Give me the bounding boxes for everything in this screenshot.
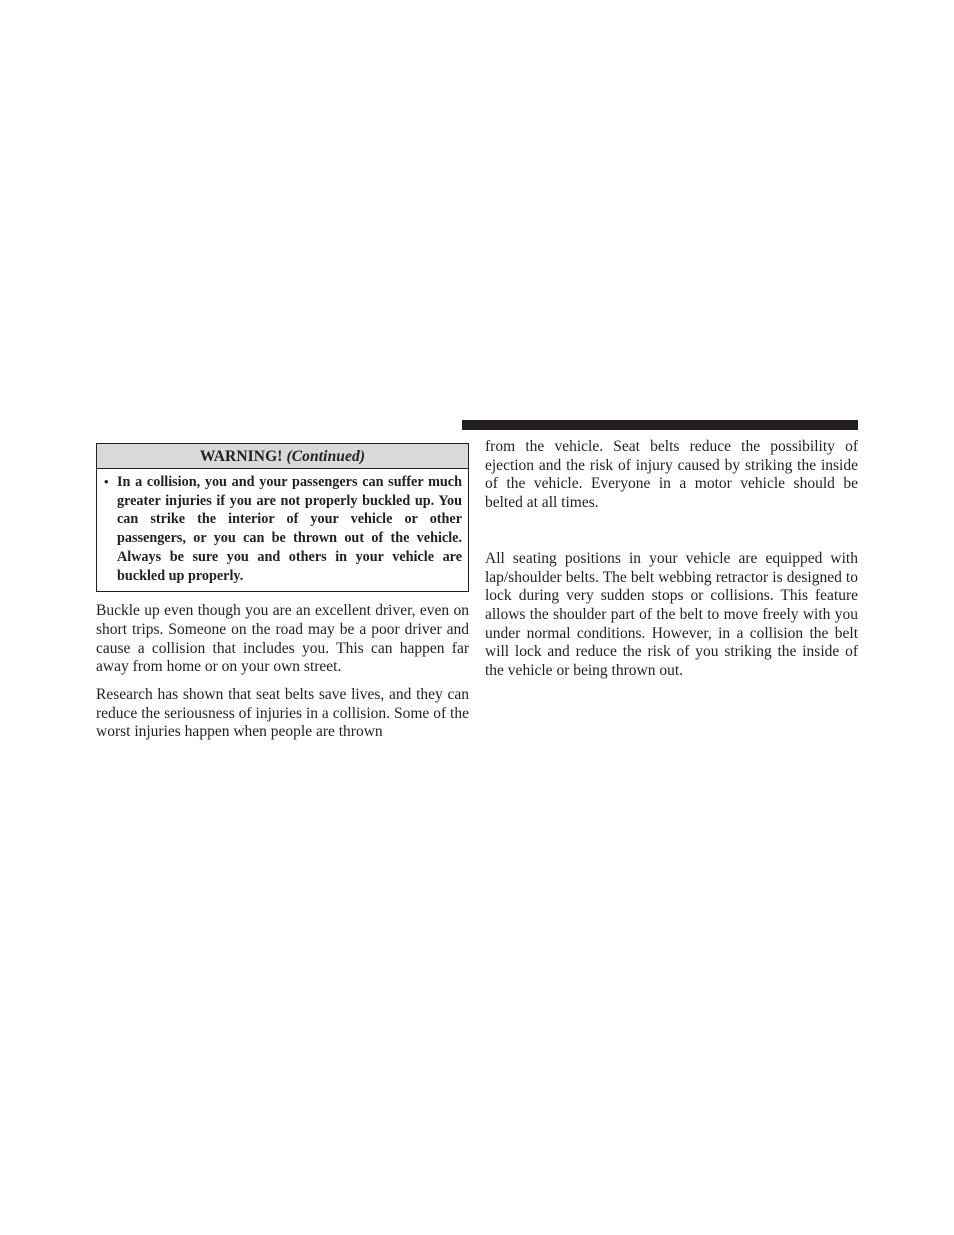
body-paragraph: Buckle up even though you are an excellent driver, even on short trips. Someone on the road may be a poor driver and cause a collision that includes you. This can happen far away from home or on your own street. (96, 602, 469, 676)
left-column (96, 443, 469, 742)
right-column (485, 438, 858, 681)
body-paragraph: Research has shown that seat belts save lives, and they can reduce the seriousness of injuries in a collision. Some of the worst injuries happen when people are thrown (96, 686, 469, 741)
warning-title: WARNING! (199, 448, 283, 465)
warning-continued: (Continued) (286, 448, 366, 465)
warning-header (97, 444, 468, 469)
bullet-icon: • (104, 474, 109, 489)
section-header-bar (462, 420, 858, 430)
warning-list (97, 469, 468, 591)
warning-box (96, 443, 469, 592)
body-paragraph: All seating positions in your vehicle are equipped with lap/shoulder belts. The belt webbing retractor is designed to lock during very sudden stops or collisions. This feature allows the shoulder part of the belt to move freely with you under normal conditions. However, in a collision the belt will lock and reduce the risk of you striking the inside of the vehicle or being thrown out. (485, 549, 858, 680)
warning-item-text: In a collision, you and your passengers can suffer much greater injuries if you are not properly buckled up. You can strike the interior of your vehicle or other passengers, or you can be thrown out of the vehicle. Always be sure you and others in your vehicle are buckled up properly. (117, 474, 462, 584)
body-paragraph: from the vehicle. Seat belts reduce the possibility of ejection and the risk of injury caused by striking the inside of the vehicle. Everyone in a motor vehicle should be belted at all times. (485, 438, 858, 512)
warning-item (104, 473, 462, 585)
